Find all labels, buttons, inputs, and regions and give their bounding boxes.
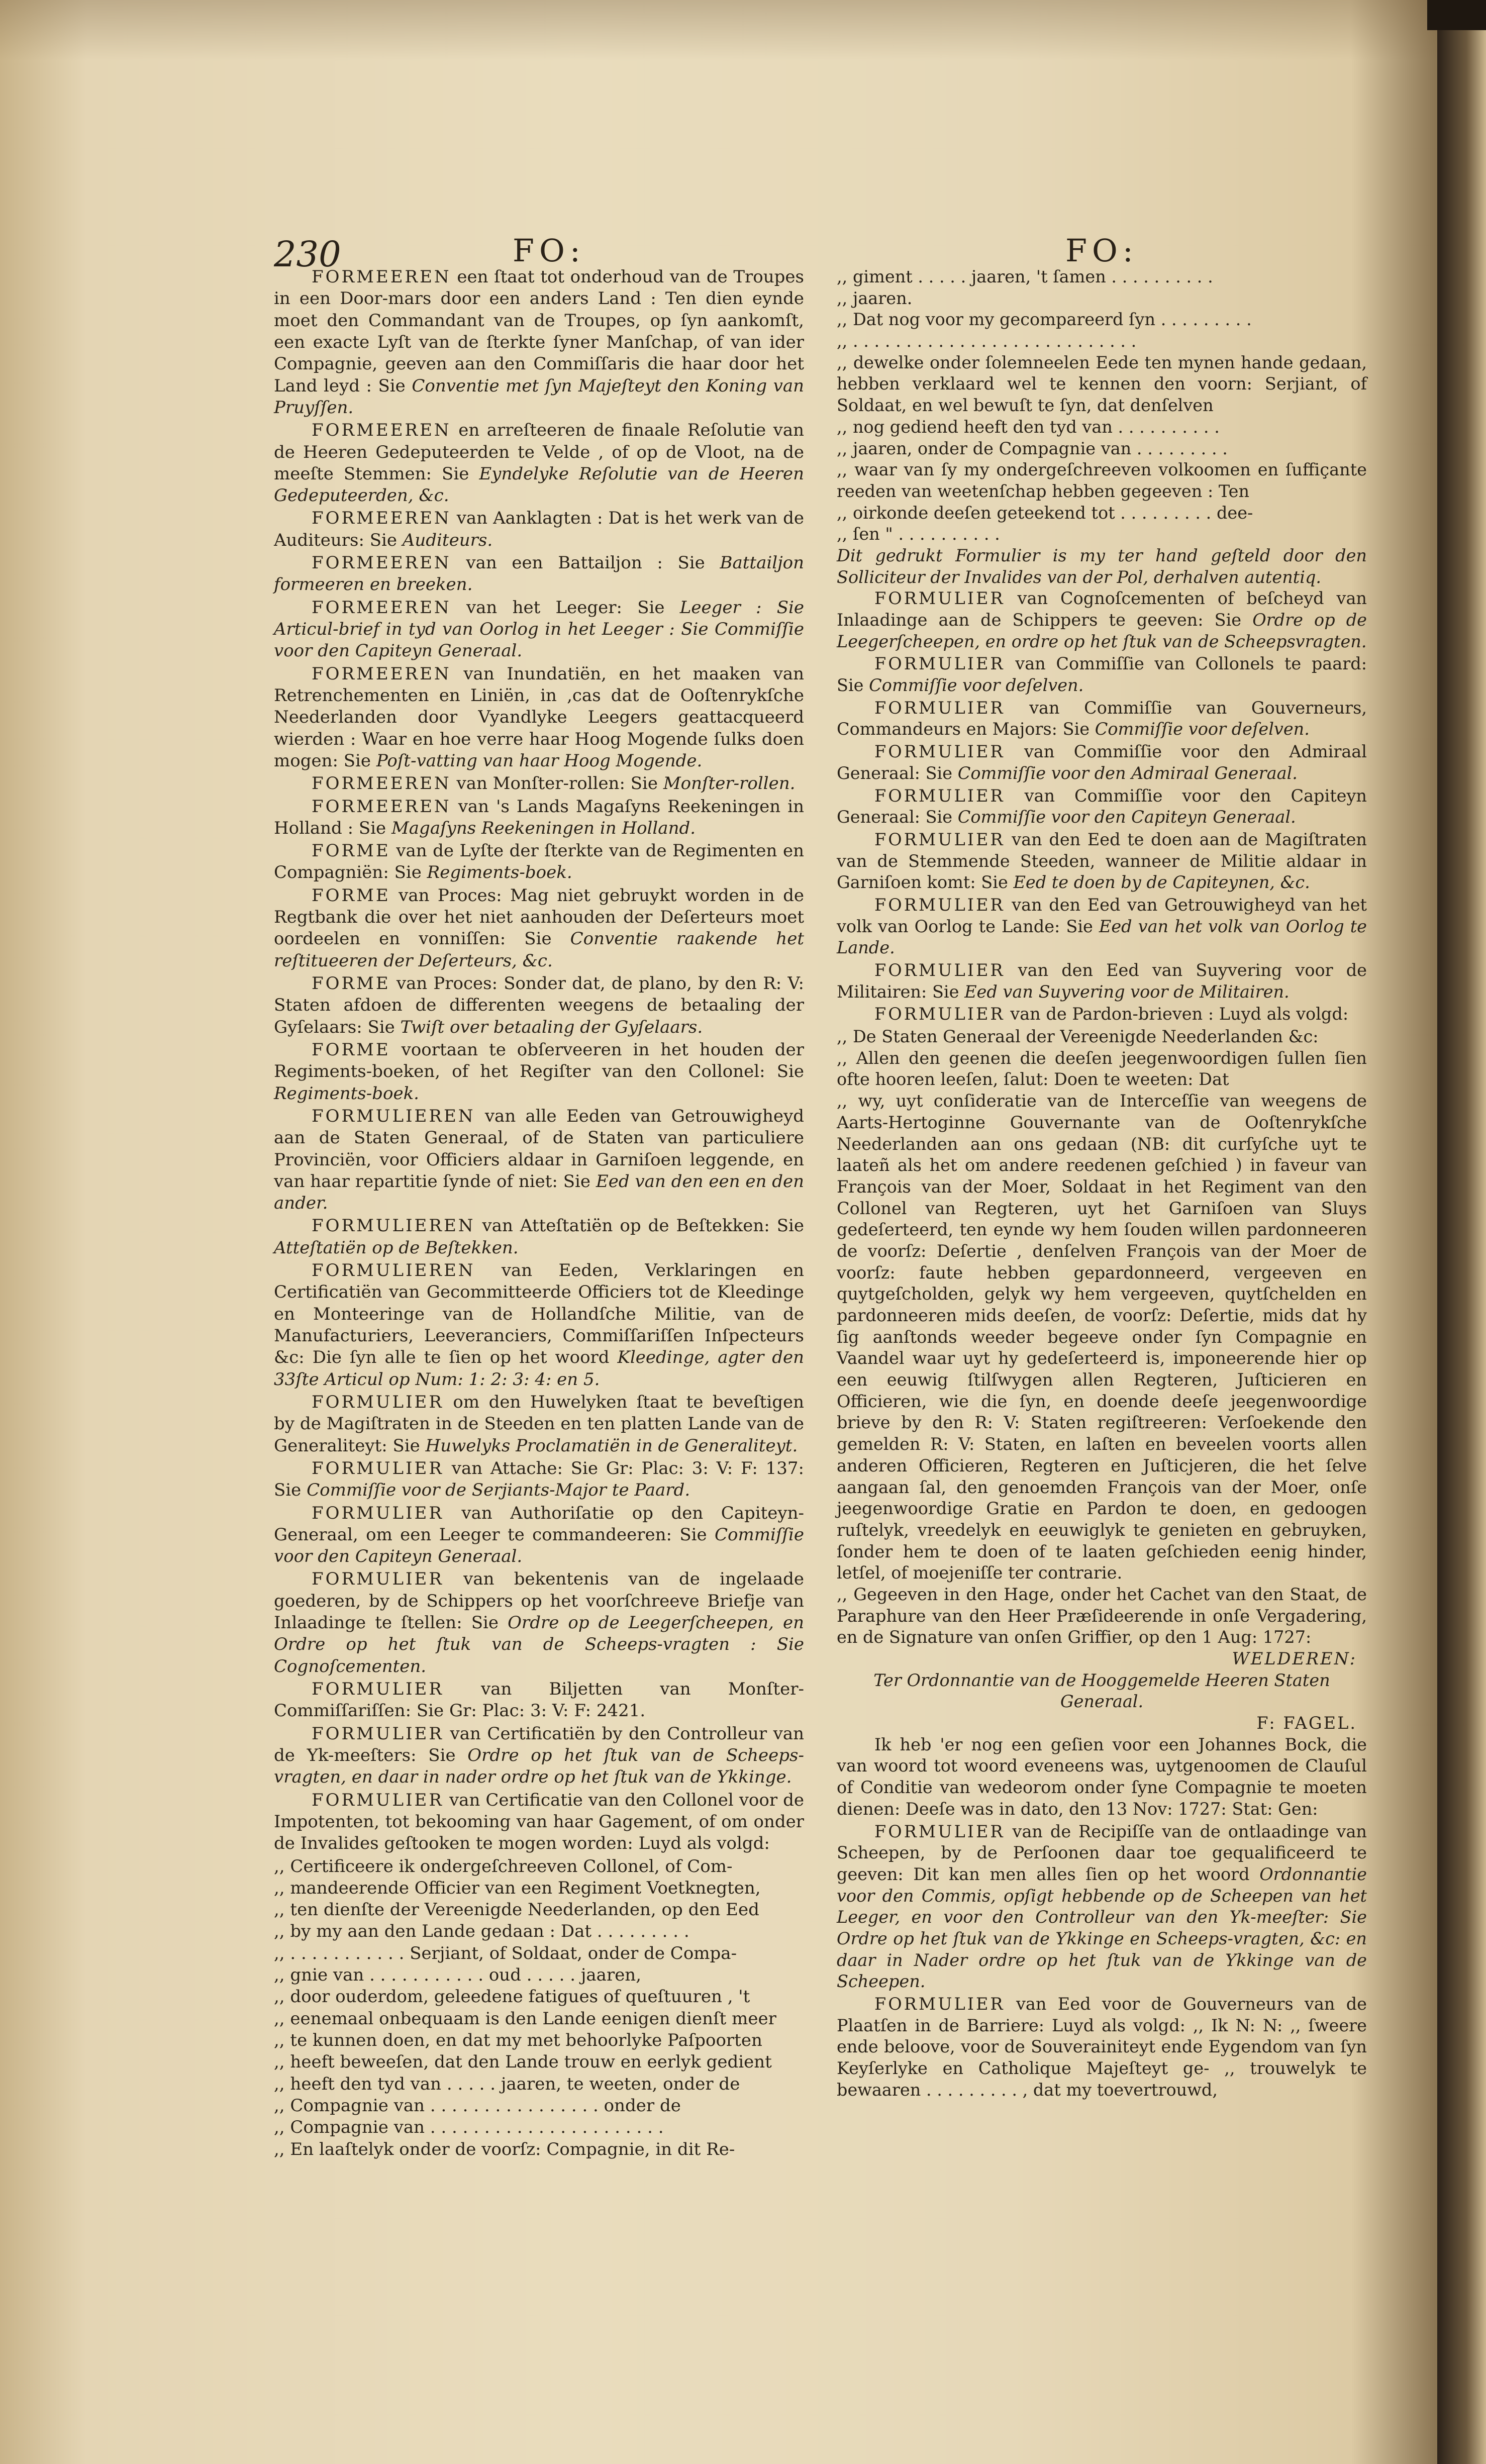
entry-text: van de Lyſte der ſterkte van de Regimenten en Compagniën: Sie xyxy=(274,841,804,883)
entry-reference: Commiſſie voor deſelven. xyxy=(1095,719,1310,739)
entry xyxy=(837,1821,1367,1993)
entry-text: van Eed voor de Gouverneurs van de Plaatſen in de Barriere: Luyd als volgd: ,, Ik N: N: ,, ſweere ende beloove, voor de Souverainiteyt ende Eygendom van ſyn Keyſerlyke en Catholique Majeſteyt ge- ,, trouwelyk te bewaaren . . . . . . . . . , dat my toevertrouwd, xyxy=(837,1994,1367,2100)
entry xyxy=(274,552,804,596)
entry xyxy=(274,1039,804,1105)
entry-reference: Eed van het volk van Oorlog te Lande. xyxy=(837,916,1367,958)
entry xyxy=(274,1215,804,1259)
entry-term: FORMULIER xyxy=(874,654,1005,674)
quote-line: ,, Dat nog voor my gecompareerd ſyn . . . . . . . . . xyxy=(837,310,1252,330)
entry-text: van Certificatie van den Collonel voor de Impotenten, tot bekooming van haar Gagement, of om onder de Invalides geſtooken te mogen worden: Luyd als volgd: xyxy=(274,1790,804,1854)
entry-text: van den Eed van Getrouwigheyd van het volk van Oorlog te Lande: Sie xyxy=(837,895,1367,936)
entry-term: FORMULIER xyxy=(874,895,1005,915)
entry-term: FORMULIER xyxy=(312,1392,444,1412)
top-stain xyxy=(0,0,1437,60)
running-head-left: FO: xyxy=(513,232,585,269)
entry-term: FORMULIER xyxy=(874,785,1005,806)
entry-text: om den Huwelyken ſtaat te beveſtigen by de Magiſtraten in de Steeden en ten platten Lande van de Generaliteyt: Sie xyxy=(274,1392,804,1456)
entry-text: van het Leeger: Sie xyxy=(451,597,680,618)
entry-term: FORME xyxy=(312,973,390,994)
entry-text: van alle Eeden van Getrouwigheyd aan de Staten Generaal, of de Staten van particuliere Provinciën, voor Officiers aldaar in Garniſoen leggende, en van haar repartitie ſynde of niet: Sie xyxy=(274,1106,804,1192)
entry xyxy=(274,885,804,972)
entry xyxy=(274,508,804,551)
entry-text: van de Recipiſſe van de ontlaadinge van Scheepen, by de Perſoonen daar toe gequalificeerd te geeven: Dit kan men alles ſien op het woord xyxy=(837,1821,1367,1884)
quote-line: ,, Certificeere ik ondergeſchreeven Collonel, of Com- xyxy=(274,1856,733,1877)
entry-text: van Cognoſcementen of beſcheyd van Inlaadinge aan de Schippers te geeven: Sie xyxy=(837,588,1367,630)
entry xyxy=(274,1392,804,1457)
entry-term: FORMULIEREN xyxy=(312,1106,475,1126)
quote-line: ,, jaaren. xyxy=(837,288,913,308)
quote-line: ,, waar van ſy my ondergeſchreeven volkoomen en ſuffiçante reeden van weetenſchap hebben gegeeven : Ten xyxy=(837,460,1367,501)
quote-line: ,, mandeerende Officier van een Regiment Voetknegten, xyxy=(274,1878,761,1898)
entry-reference: Poſt-vatting van haar Hoog Mogende. xyxy=(376,750,703,771)
entry-term: FORMULIER xyxy=(874,1821,1005,1841)
entry-reference: Eed van Suyvering voor de Militairen. xyxy=(964,981,1290,1002)
entry-term: FORMULIEREN xyxy=(312,1216,475,1236)
entry-reference: Commiſſie voor den Capiteyn Generaal. xyxy=(957,807,1296,827)
quote-line: ,, dewelke onder ſolemneelen Eede ten mynen hande gedaan, hebben verklaard wel te kennen den voorn: Serjiant, of Soldaat, en wel bewuſt te ſyn, dat denſelven xyxy=(837,352,1367,416)
entry-text: van Biljetten van Monſter-Commiſſariſſen: Sie Gr: Plac: 3: V: F: 2421. xyxy=(274,1679,804,1721)
book-edge xyxy=(1437,0,1486,2464)
left-quote xyxy=(274,1856,804,2160)
entry-reference: Commiſſie voor deſelven. xyxy=(869,675,1084,696)
entry-text: van Proces: Sonder dat, de plano, by den R: V: Staten afdoen de differenten weegens de betaaling der Gyſelaars: Sie xyxy=(274,973,804,1037)
entry xyxy=(837,829,1367,894)
entry xyxy=(837,741,1367,784)
quote-line: ,, . . . . . . . . . . . . . . . . . . . . . . . . . . . xyxy=(837,331,1137,351)
quote-line: ,, door ouderdom, geleedene fatigues of queſtuuren , 't xyxy=(274,1987,750,2007)
entry-text: van Certificatiën by den Controlleur van de Yk-meeſters: Sie xyxy=(274,1723,804,1765)
entry-reference: Commiſſie voor den Admiraal Generaal. xyxy=(957,763,1298,783)
quote-line: ,, gnie van . . . . . . . . . . . oud . . . . . jaaren, xyxy=(274,1965,642,1986)
entry-reference: Huwelyks Proclamatiën in de Generaliteyt. xyxy=(425,1435,798,1456)
entry-reference: Commiſſie voor de Serjiants-Major te Paard. xyxy=(307,1480,690,1501)
entry-term: FORMEEREN xyxy=(312,773,451,794)
entry-reference: Commiſſie voor den Capiteyn Generaal. xyxy=(274,1524,804,1567)
quote-line: ,, by my aan den Lande gedaan : Dat . . . . . . . . . xyxy=(274,1921,689,1942)
entry-text: van Eeden, Verklaringen en Certificatiën van Gecommitteerde Officiers tot de Kleedinge en Monteeringe van de Hollandſche Militie, van de Manufacturiers, Leeveranciers, Commiſſariſſen Inſpecteurs &c: Die ſyn alle te ſien op het woord xyxy=(274,1260,804,1368)
entry-term: FORMEEREN xyxy=(312,597,451,618)
welderen: WELDEREN: xyxy=(1232,1649,1357,1668)
entry xyxy=(274,597,804,662)
entry xyxy=(274,1260,804,1391)
page-number: 230 xyxy=(274,234,341,275)
entry-reference: Conventie raakende het reſtitueeren der Deſerteurs, &c. xyxy=(274,929,804,971)
quote-line: ,, eenemaal onbequaam is den Lande eenigen dienſt meer xyxy=(274,2008,776,2029)
quote-line: ,, Gegeeven in den Hage, onder het Cachet van den Staat, de Paraphure van den Heer Præſideerende in onſe Vergadering, en de Signature van onſen Griffier, op den 1 Aug: 1727: xyxy=(837,1584,1367,1647)
quote-line: ,, te kunnen doen, en dat my met behoorlyke Paſpoorten xyxy=(274,2030,762,2050)
entry xyxy=(837,785,1367,828)
entry-text: en arreſteeren de finaale Reſolutie van de Heeren Gedeputeerden te Velde , of op de Vloot, na de meeſte Stemmen: Sie xyxy=(274,420,804,484)
entry-reference: Kleedinge, agter den 33ſte Articul op Num: 1: 2: 3: 4: en 5. xyxy=(274,1347,804,1390)
entry-reference: Ordonnantie voor den Commis, opſigt hebbende op de Scheepen van het Leeger, en voor den Controlleur van den Yk-meeſter: Sie Ordre op het ſtuk van de Ykkinge en Scheeps-vragten, &c: en daar in Nader ordre op het ſtuk van de Ykkinge van de Scheepen. xyxy=(837,1864,1367,1992)
running-head-right: FO: xyxy=(1065,232,1138,269)
entry-term: FORMEEREN xyxy=(312,420,451,441)
quote-line: ,, jaaren, onder de Compagnie van . . . . . . . . . xyxy=(837,438,1228,458)
entry-text: van bekentenis van de ingelaade goederen, by de Schippers op het voorſchreeve Briefje van Inlaadinge te ſtellen: Sie xyxy=(274,1569,804,1633)
quote-line: ,, Allen den geenen die deeſen jeegenwoordigen ſullen ſien ofte hooren leeſen, ſalut: Doen te weeten: Dat xyxy=(837,1048,1367,1090)
entry-term: FORMEEREN xyxy=(312,553,451,573)
ordonnantie: Ter Ordonnantie van de Hooggemelde Heeren Staten Generaal. xyxy=(873,1670,1330,1712)
entry-reference: Eyndelyke Reſolutie van de Heeren Gedeputeerden, &c. xyxy=(274,463,804,506)
entry-text: van Commiſſie voor den Capiteyn Generaal: Sie xyxy=(837,785,1367,827)
entry-term: FORMULIEREN xyxy=(312,1260,475,1281)
quote-line: ,, nog gediend heeft den tyd van . . . . . . . . . . xyxy=(837,417,1220,437)
entry-term: FORMEEREN xyxy=(312,796,451,817)
entry-text: van Commiſſie van Gouverneurs, Commandeurs en Majors: Sie xyxy=(837,698,1367,739)
entry-text: van de Pardon-brieven : Luyd als volgd: xyxy=(1005,1004,1349,1024)
entry xyxy=(274,773,804,795)
entry-text: van Commiſſie van Collonels te paard: Sie xyxy=(837,654,1367,696)
entry-reference: Ordre op het ſtuk van de Scheeps-vragten, en daar in nader ordre op het ſtuk van de Ykkinge. xyxy=(274,1745,804,1788)
entry-term: FORMULIER xyxy=(874,829,1005,849)
entry-reference: Eed te doen by de Capiteynen, &c. xyxy=(1013,872,1310,893)
entry-reference: Auditeurs. xyxy=(402,530,493,550)
entry xyxy=(274,1679,804,1722)
entry xyxy=(837,1004,1367,1025)
entry-text: van Atteſtatiën op de Beſtekken: Sie xyxy=(475,1216,804,1236)
entry-text: een ſtaat tot onderhoud van de Troupes in een Door-mars door een anders Land : Ten dien eynde moet den Commandant van de Troupes, op ſyn aankomſt, een exacte Lyſt van de ſterkte ſyner Manſchap, of van ider Compagnie, geeven aan den Commiſſaris die haar door het Land leyd : Sie xyxy=(274,267,804,396)
entry xyxy=(274,1568,804,1678)
entry xyxy=(837,588,1367,652)
entry-text: van Authoriſatie op den Capiteyn-Generaal, om een Leeger te commandeeren: Sie xyxy=(274,1503,804,1545)
quote-line: ,, En laaſtelyk onder de voorſz: Compagnie, in dit Re- xyxy=(274,2139,735,2159)
entry-reference: Ordre op de Leegerſcheepen, en Ordre op het ſtuk van de Scheeps-vragten : Sie Cognoſcementen. xyxy=(274,1613,805,1677)
entry-text: van Commiſſie voor den Admiraal Generaal: Sie xyxy=(837,742,1367,783)
entry xyxy=(274,266,804,419)
entry xyxy=(274,663,804,772)
entry-reference: Conventie met ſyn Majeſteyt den Koning van Pruyſſen. xyxy=(274,375,804,418)
entry-reference: Atteſtatiën op de Beſtekken. xyxy=(274,1237,519,1258)
quote-line: ,, oirkonde deeſen geteekend tot . . . . . . . . . dee- xyxy=(837,503,1253,523)
entry-reference: Ordre op de Leegerſcheepen, en ordre op het ſtuk van de Scheepsvragten. xyxy=(837,610,1367,651)
entry-reference: Twiſt over betaaling der Gyſelaars. xyxy=(400,1017,703,1037)
quote-line: ,, heeft den tyd van . . . . . jaaren, te weeten, onder de xyxy=(274,2074,740,2094)
quote-line: ,, ſen " . . . . . . . . . . xyxy=(837,524,1000,544)
quote-line: ,, heeft beweeſen, dat den Lande trouw en eerlyk gedient xyxy=(274,2052,772,2073)
entry xyxy=(274,420,804,507)
entry xyxy=(837,653,1367,696)
entry-term: FORMULIER xyxy=(312,1723,444,1744)
quote-line: ,, giment . . . . . jaaren, 't ſamen . . . . . . . . . . xyxy=(837,267,1213,286)
entry-reference: Battailjon formeeren en breeken. xyxy=(274,553,804,595)
entry-text: van Inundatiën, en het maaken van Retrenchementen en Liniën, in ,cas dat de Ooſtenrykſche Neederlanden door Vyandlyke Leegers geattacqueerd wierden : Waar en hoe verre haar Hoog Mogende ſulks doen mogen: Sie xyxy=(274,663,804,771)
entry-reference: Leeger : Sie Articul-brief in tyd van Oorlog in het Leeger : Sie Commiſſie voor den Capiteyn Generaal. xyxy=(274,597,804,661)
entry xyxy=(837,1994,1367,2101)
entry-term: FORMULIER xyxy=(874,1994,1005,2014)
entry-text: van 's Lands Magaſyns Reekeningen in Holland : Sie xyxy=(274,796,804,838)
entry-reference: Magaſyns Reekeningen in Holland. xyxy=(391,818,696,838)
quote-line: ,, wy, uyt conſideratie van de Interceſſie van weegens de Aarts-Hertoginne Gouvernante van de Ooſtenrykſche Neederlanden aan ons gedaan (NB: dit curſyſche uyt te laateñ als het om andere reedenen geſchied ) in faveur van François van der Moer, Soldaat in het Regiment van den Collonel van Regteren, uyt het Garniſoen van Sluys gedeſerteerd, ten eynde wy hem ſouden willen pardonneeren de voorſz: Deſertie , denſelven François van der Moer de voorſz: faute hebben gepardonneerd, vergeeven en quytgeſcholden, gelyk wy hem vergeeven, quytſchelden en pardonneeren mids deeſen, de voorſz: Deſertie, mids dat hy ſig aanſtonds weeder begeeve onder ſyn Compagnie en Vaandel waar uyt hy gedeſerteerd is, imponeerende hier op een eeuwig ſtilſwygen allen Regteren, Juſticieren en Officieren, wie die ſyn, en doende deeſe jeegenwoordige brieve by den R: V: Staten regiſtreeren: Verſoekende den gemelden R: V: Staten, en laſten en beveelen voorts allen anderen Officieren, Regteren en Juſticjeren, die het ſelve aangaan ſal, den genoemden François van der Moer, onſe jeegenwoordige Gratie en Pardon te doen, en gedoogen ruſtelyk, vreedelyk en eeuwiglyk te genieten en gebruyken, ſonder hem te doen of te laaten geſchieden eenig hinder, letſel, of moejeniſſe ter contrarie. xyxy=(837,1091,1367,1583)
signature-fagel: F: FAGEL. xyxy=(1256,1713,1357,1733)
right-entries-end xyxy=(837,1821,1367,2101)
entry xyxy=(274,796,804,840)
entry-text: van den Eed van Suyvering voor de Militairen: Sie xyxy=(837,960,1367,1002)
entry-reference: Regiments-boek. xyxy=(427,862,572,883)
entry-term: FORMULIER xyxy=(874,698,1005,718)
quote-line: ,, De Staten Generaal der Vereenigde Neederlanden &c: xyxy=(837,1027,1319,1047)
left-entries xyxy=(274,266,804,1855)
entry-term: FORMULIER xyxy=(312,1458,444,1479)
quote-line: ,, . . . . . . . . . . . Serjiant, of Soldaat, onder de Compa- xyxy=(274,1943,737,1963)
entry-text: van Proces: Mag niet gebruykt worden in de Regtbank die over het niet aanhouden der Deſerteurs moet oordeelen en vonniſſen: Sie xyxy=(274,885,804,949)
book-corner xyxy=(1427,0,1486,30)
entry-term: FORMULIER xyxy=(874,1004,1005,1024)
entry xyxy=(274,1458,804,1502)
entry-text: van den Eed te doen aan de Magiſtraten van de Stemmende Steeden, wanneer de Militie aldaar in Garniſoen komt: Sie xyxy=(837,829,1367,893)
entry-term: FORMEEREN xyxy=(312,508,451,529)
right-entries xyxy=(837,588,1367,1025)
entry-reference: Regiments-boek. xyxy=(274,1083,419,1104)
entry-text: van Attache: Sie Gr: Plac: 3: V: F: 137: Sie xyxy=(274,1458,804,1501)
entry xyxy=(837,698,1367,740)
entry xyxy=(274,1503,804,1568)
right-quote-note: Dit gedrukt Formulier is my ter hand geſteld door den Sollicitеur der Invalides van der Pol, derhalven autentiq. xyxy=(837,545,1367,587)
entry xyxy=(274,1723,804,1789)
entry xyxy=(274,1106,804,1215)
entry-term: FORME xyxy=(312,1039,390,1060)
entry-text: van Aanklagten : Dat is het werk van de Auditeurs: Sie xyxy=(274,508,804,550)
entry-term: FORME xyxy=(312,841,390,861)
left-column xyxy=(274,266,804,2160)
entry-term: FORMULIER xyxy=(312,1679,444,1699)
entry-term: FORMULIER xyxy=(312,1569,444,1590)
entry-text: van een Battailjon : Sie xyxy=(451,553,720,573)
entry-text: van Monſter-rollen: Sie xyxy=(451,773,663,794)
entry-term: FORMULIER xyxy=(874,960,1005,980)
entry-term: FORMULIER xyxy=(312,1503,444,1523)
entry-term: FORMEEREN xyxy=(312,663,451,684)
entry xyxy=(274,840,804,884)
entry-term: FORMEEREN xyxy=(312,267,451,287)
entry-term: FORMULIER xyxy=(874,588,1005,609)
right-column xyxy=(837,266,1367,2102)
after-signature-note: Ik heb 'er nog een geſien voor een Johannes Bock, die van woord tot woord eveneens was, uytgenoomen de Clauſul of Conditie van wedeorom onder ſyne Compagnie te moeten dienen: Deeſe was in dato, den 13 Nov: 1727: Stat: Gen: xyxy=(837,1734,1367,1819)
entry-reference: Eed van den een en den ander. xyxy=(274,1171,805,1214)
quote-line: ,, Compagnie van . . . . . . . . . . . . . . . . . . . . . . xyxy=(274,2117,664,2138)
entry-term: FORME xyxy=(312,885,390,906)
right-quote-top xyxy=(837,266,1367,545)
entry xyxy=(837,895,1367,959)
entry xyxy=(274,973,804,1038)
entry xyxy=(837,960,1367,1003)
entry-text: voortaan te obſerveeren in het houden der Regiments-boeken, of het Regiſter van den Collonel: Sie xyxy=(274,1039,804,1082)
quote-line: ,, ten dienſte der Vereenigde Neederlanden, op den Eed xyxy=(274,1900,759,1920)
entry xyxy=(274,1790,804,1855)
entry-term: FORMULIER xyxy=(312,1790,444,1810)
quote-line: ,, Compagnie van . . . . . . . . . . . . . . . . onder de xyxy=(274,2095,681,2116)
right-quote-pardon xyxy=(837,1026,1367,1648)
entry-reference: Monſter-rollen. xyxy=(663,773,796,794)
entry-term: FORMULIER xyxy=(874,742,1005,762)
